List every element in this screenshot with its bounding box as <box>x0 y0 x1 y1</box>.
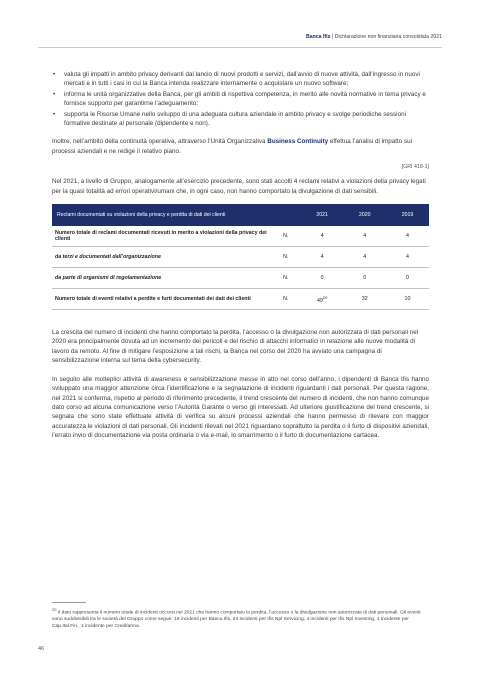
row-unit: N. <box>271 268 301 289</box>
row-value-2021: 0 <box>301 268 344 289</box>
table-row <box>52 268 429 289</box>
row-value-2021 <box>301 289 344 310</box>
row-unit: N. <box>271 226 301 247</box>
row-value-2021: 4 <box>301 247 344 268</box>
privacy-complaints-paragraph: Nel 2021, a livello di Gruppo, analogamente all’esercizio precedente, sono stati accolti 4 reclami relativi a violazioni della privacy legati per la quasi totalità ad errori operativi/umani che, in ogni caso, non hanno comportato la divulgazione di dati sensibili. <box>52 178 426 195</box>
row-unit: N. <box>271 247 301 268</box>
page-content <box>52 70 429 441</box>
row-value-2019: 10 <box>386 289 429 310</box>
bullet-icon: • <box>53 90 56 98</box>
bc-text-before: Inoltre, nell’ambito della continuità operativa, attraverso l’Unità Organizzativa <box>52 138 268 146</box>
row-value-2020: 4 <box>343 247 386 268</box>
table-header-row <box>52 204 429 226</box>
row-label: Numero totale di eventi relativi a perdite e furti documentati dei dati dei clienti <box>52 289 271 310</box>
row-value-2020: 0 <box>343 268 386 289</box>
row-value-2020: 32 <box>343 289 386 310</box>
list-item-text: valuta gli impatti in ambito privacy derivanti dal lancio di nuovi prodotti e servizi, dall’avvio di nuove attività, dall’ingresso in nuovi mercati e in tutti i casi in cui la Banca intenda realizzare internamente o acquistare un nuovo software; <box>64 71 420 88</box>
business-continuity-paragraph <box>52 137 429 156</box>
table-row <box>52 226 429 247</box>
footnote-divider <box>52 602 86 603</box>
row-value-2019: 4 <box>386 247 429 268</box>
list-item <box>53 90 429 109</box>
row-value-2019: 4 <box>386 226 429 247</box>
table-header-unit <box>271 204 301 226</box>
bullet-list <box>52 70 429 128</box>
header-subtitle: | Dichiarazione non finanziaria consolidata 2021 <box>330 34 442 40</box>
value-2021: 49 <box>316 297 323 304</box>
awareness-paragraph: In seguito alle molteplici attività di awareness e sensibilizzazione messe in atto nel corso dell’anno, i dipendenti di Banca Ifis hanno sviluppato una maggior attenzione circa l’identificazione e la segnalazione di incidenti riguardanti i dati personali. Per questa ragione, nel 2021 si conferma, rispetto al periodo di riferimento precedente, il trend crescente del numero di incidenti, che non hanno comunque dato corso ad alcuna comunicazione verso l’Autorità Garante o verso gli interessati. Ad ulteriore giustificazione del trend crescente, si segnala che sono state effettuate attività di verifica su alcuni processi aziendali che hanno permesso di rilevare con maggior accuratezza le violazioni di dati personali. Gli incidenti rilevati nel 2021 riguardano soprattutto la perdita o il furto di dispositivi aziendali, l’errato invio di documentazione via posta ordinaria o via e-mail, lo smarrimento o il furto di documentazione cartacea. <box>52 375 429 440</box>
row-unit: N. <box>271 289 301 310</box>
table-header-2020: 2020 <box>343 204 386 226</box>
table-header-2019: 2019 <box>386 204 429 226</box>
row-label: Numero totale di reclami documentati ricevuti in merito a violazioni della privacy dei clienti <box>52 226 271 247</box>
table-header-label: Reclami documentati su violazioni della privacy e perdita di dati dei clienti <box>52 204 271 226</box>
header-brand: Banca Ifis <box>305 34 331 40</box>
bc-text-after: effettua l’analisi di impatto sui processi aziendali e ne redige il relativo piano. <box>52 138 413 155</box>
page-number: 46 <box>38 646 45 652</box>
row-value-2021: 4 <box>301 226 344 247</box>
footnote-mark: 20 <box>52 607 57 612</box>
list-item-text: informa le unità organizzative della Banca, per gli ambiti di rispettiva competenza, in merito alle novità normative in tema privacy e fornisce supporto per garantirne l’adeguamento; <box>64 90 426 108</box>
table-row <box>52 247 429 268</box>
list-item <box>53 110 429 129</box>
footnote <box>52 607 429 631</box>
footnote-text: Il dato rappresenta il numero totale di incidenti occorsi nel 2021 che hanno comportato la perdita, l’accesso o la divulgazione non autorizzata di dati personali. Gli eventi sono suddivisibili tra le società del Gruppo come segue: 19 incidenti per Banca Ifis, 24 incidenti per Ifis Npl Servicing, 4 incidenti per Ifis Npl Investing, 1 incidente per Cap.Ital.Fin., 1 incidente per Credifarma. <box>52 610 421 630</box>
bc-highlight: Business Continuity <box>267 138 329 146</box>
bullet-icon: • <box>53 71 56 78</box>
page-header <box>306 34 442 40</box>
table-row <box>52 289 429 310</box>
row-label: da parte di organismi di regolamentazione <box>52 268 271 289</box>
row-label: da terzi e documentati dall’organizzazione <box>52 247 271 268</box>
footnote-ref: 20 <box>322 294 328 300</box>
row-value-2019: 0 <box>386 268 429 289</box>
privacy-table <box>52 204 429 310</box>
gri-reference: [GRI 418-1] <box>401 164 429 171</box>
row-value-2020: 4 <box>343 226 386 247</box>
list-item-text: supporta le Risorse Umane nello sviluppo di una adeguata cultura aziendale in ambito privacy e svolge periodiche sessioni formative destinate al personale (dipendente e non). <box>64 110 406 128</box>
list-item <box>53 70 429 89</box>
table-header-2021: 2021 <box>301 204 344 226</box>
bullet-icon: • <box>53 110 56 118</box>
incident-growth-paragraph: La crescita del numero di incidenti che hanno comportato la perdita, l’accesso o la divulgazione non autorizzata di dati personali nel 2020 era principalmente dovuta ad un incremento dei pericoli e del rischio di attacchi informatici in relazione alle nuove modalità di lavoro da remoto. Al fine di mitigare l’esposizione a tali rischi, la Banca nel corso del 2020 ha avviato una campagna di sensibilizzazione interna sul tema della cybersecurity. <box>52 329 419 365</box>
header-divider <box>38 47 442 48</box>
